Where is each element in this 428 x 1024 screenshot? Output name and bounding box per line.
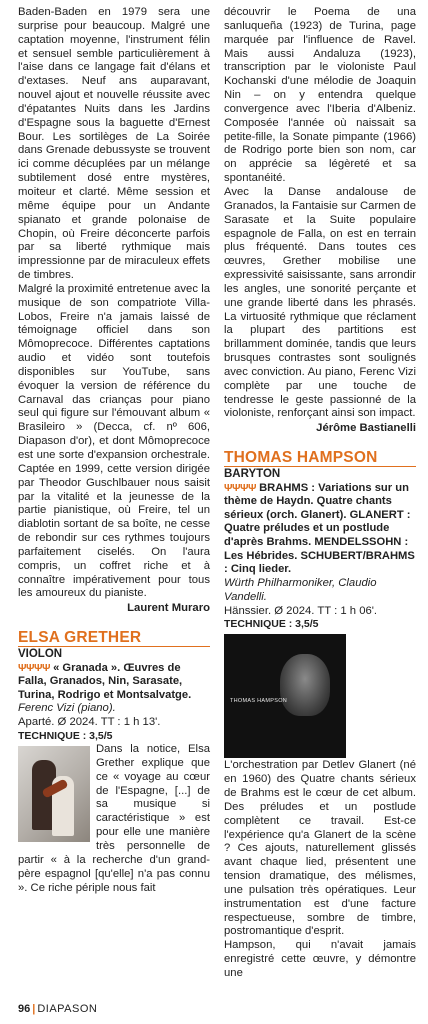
review-body: L'orchestration par Detlev Glanert (né en 1960) des Quatre chants sérieux de Brahms est le cœur de cet album. Des préludes et un postlude complètent ce travail. Est-ce l'expérience qu'a Glanert de la scène ? Ces ajouts, naturellement glissés avant chaque lied, présentent une tension dramatique, des mélismes, une pulsation très opératiques. Leur instrumentation est d'une facture respectueuse, sombre de timbre, postromantique d'esprit. [224, 759, 416, 938]
accent-divider [18, 646, 210, 647]
reviewer-signature: Laurent Muraro [127, 602, 210, 615]
cover-title: THOMAS HAMPSON [230, 698, 288, 705]
left-column [18, 6, 210, 895]
album-cover-image [224, 634, 346, 758]
works-listing [224, 482, 416, 577]
right-column [224, 6, 416, 981]
page-number: 96 [18, 1003, 31, 1015]
works-text: « Granada ». Œuvres de Falla, Granados, Nin, Sarasate, Turina, Rodrigo et Montsalvatge. [18, 661, 192, 701]
magazine-name: DIAPASON [37, 1003, 98, 1015]
review-body: Dans la notice, Elsa Grether explique que ce « voyage au cœur de l'Espagne, [...] de sa musique si caractéristique » est pour elle une manière très personnelle de partir « à la recherche d'un grand-père espagnol [qu'elle] n'a pas connu ». Ce riche périple nous fait [18, 743, 210, 894]
article-paragraph: Baden-Baden en 1979 sera une surprise pour beaucoup. Malgré une captation moyenne, l'instrument félin et sensuel semble particulièrement à l'aise dans ce langage fait d'élans et d'extases. Neuf ans auparavant, nouvel ajout et nouvelle réussite avec d'épatantes Nuits dans les Jardins d'Espagne sous la baguette d'Ernest Bour. Les sortilèges de La Soirée dans Grenade debussyste se trouvent ici comme décuplées par un mélange subtilement dosé entre mystères, moiteur et clarté. Même session et même équipe pour un Andante spianato et grande polonaise de Chopin, où Freire déconcerte parfois par sa liberté rythmique mais impressionne par de miraculeux effets de timbres. [18, 6, 210, 282]
review-grether [18, 630, 210, 895]
reviewer-signature: Jérôme Bastianelli [316, 422, 416, 435]
album-cover-image [18, 746, 90, 842]
article-paragraph: Malgré la proximité entretenue avec la musique de son compatriote Villa-Lobos, Freire n'a jamais laissé de témoignage officiel dans son Mômoprecoce. Différentes captations audio et vidéo sont toutefois disponibles sur YouTube, sans évoquer la version de référence du Carnaval das crianças pour piano seul qui figure sur l'émouvant album « Brasileiro » (Decca, cf. nº 606, Diapason d'or), et dont Mômoprecoce est une sorte d'expansion orchestrale. Captée en 1999, cette version dirigée par Theodor Guschlbauer nous saisit par la vitalité et la jeunesse de la partie pianistique, où Freire, tel un diablotin sortant de sa boîte, ne cesse de rebondir sur ces rythmes toujours parfaitement ciselés. On l'aura compris, un coffret riche et à connaître impérativement pour tous les amoureux du pianiste. [18, 282, 210, 600]
instrument-label: VIOLON [18, 648, 63, 661]
works-listing [18, 662, 210, 703]
label-info: Aparté. Ø 2024. TT : 1 h 13'. [18, 716, 161, 729]
article-paragraph: Avec la Danse andalouse de Granados, la Fantaisie sur Carmen de Sarasate et la Suite populaire espagnole de Falla, on est en terrain plus fréquenté. Dans toutes ces œuvres, Grether mobilise une expressivité saisissante, sans arrondir les angles, une sonorité perçante et une grande liberté dans les phrasés. La virtuosité rythmique que réclament la plupart des partitions est brillamment dominée, tandis que leurs brusques contrastes sont soulignés avec conviction. Au piano, Ferenc Vizi complète par une touche de tendresse le geste passionné de la violoniste, renforçant ainsi son impact. [224, 185, 416, 420]
label-info: Hänssier. Ø 2024. TT : 1 h 06'. [224, 604, 378, 617]
artist-name: THOMAS HAMPSON [224, 449, 378, 467]
technique-rating: TECHNIQUE : 3,5/5 [224, 618, 319, 631]
diapason-rating-icon: ΨΨΨΨ [18, 661, 50, 674]
portrait-image [280, 654, 330, 716]
performers: Ferenc Vizi (piano). [18, 702, 116, 715]
page-footer [18, 1003, 97, 1015]
accent-divider [224, 466, 416, 467]
diapason-rating-icon: ΨΨΨΨ [224, 481, 256, 494]
voice-label: BARYTON [224, 468, 281, 481]
performers: Würth Philharmoniker, Claudio Vandelli. [224, 576, 377, 603]
technique-rating: TECHNIQUE : 3,5/5 [18, 730, 113, 743]
works-text: BRAHMS : Variations sur un thème de Haydn. Quatre chants sérieux (orch. Glanert). GLANERT : Quatre préludes et un postlude d'après Brahms. MENDELSSOHN : Les Hébrides. SCHUBERT/BRAHMS : Cinq lieder. [224, 481, 415, 576]
footer-separator: | [32, 1003, 36, 1015]
article-paragraph: découvrir le Poema de una sanluqueña (1923) de Turina, page marquée par l'influence de Ravel. Mais aussi Andaluza (1923), transcription par le violoniste Paul Kochanski d'une mélodie de Joaquin Nin – on y entendra quelque convergence avec l'Iberia d'Albeniz. Composée l'année où naissait sa petite-fille, la Sonate pimpante (1966) de Rodrigo porte bien son nom, car on apprécie sa légèreté et sa spontanéité. [224, 6, 416, 185]
review-body: Hampson, qui n'avait jamais enregistré cette œuvre, y démontre une [224, 939, 416, 979]
artist-name: ELSA GRETHER [18, 629, 142, 647]
review-hampson [224, 450, 416, 981]
